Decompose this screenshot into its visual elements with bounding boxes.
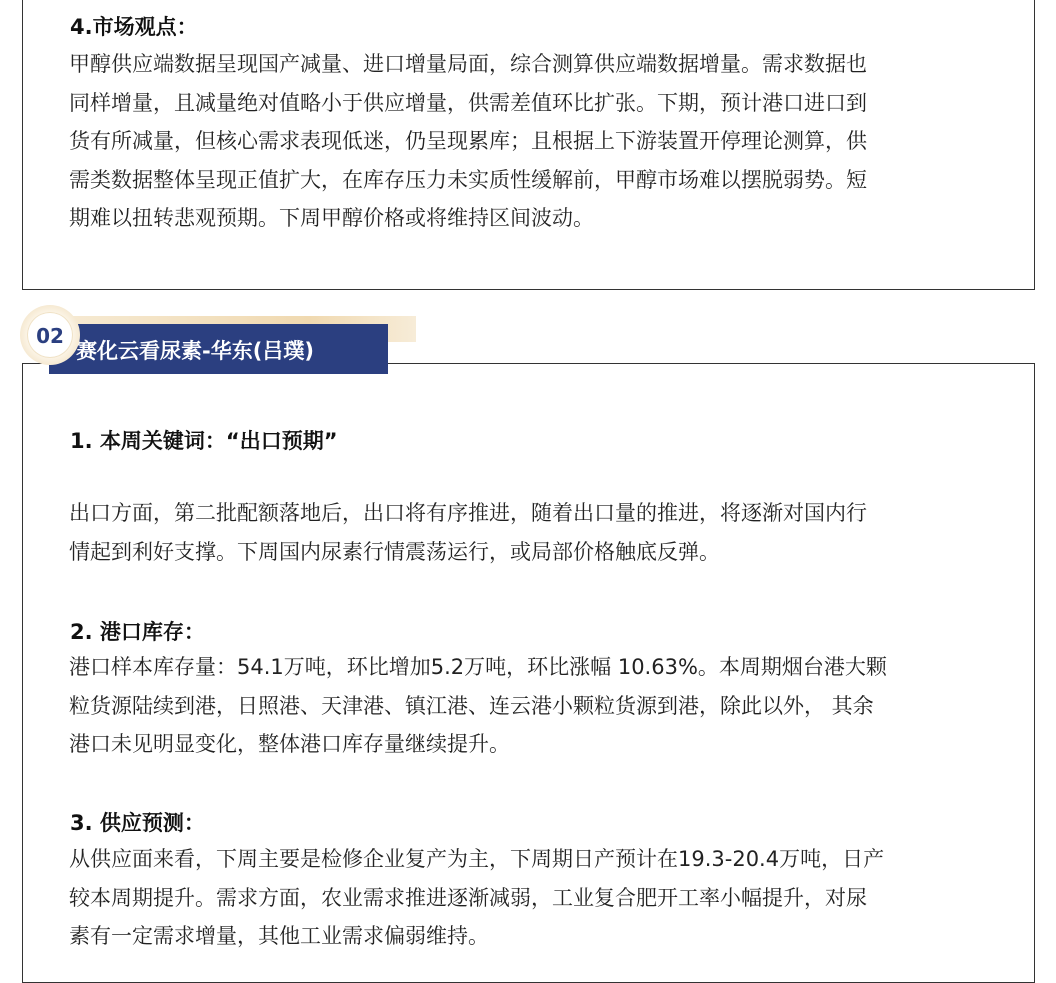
market-view-box [22, 0, 1035, 290]
paragraph-line: 粒货源陆续到港，日照港、天津港、镇江港、连云港小颗粒货源到港，除此以外， 其余 [69, 693, 874, 718]
keyword-heading: 1. 本周关键词：“出口预期” [70, 429, 338, 453]
section-title: 赛化云看尿素-华东(吕璞) [76, 339, 314, 363]
supply-forecast-paragraph [69, 840, 1019, 956]
section-number-badge [20, 305, 80, 365]
paragraph-line: 期难以扭转悲观预期。下周甲醇价格或将维持区间波动。 [69, 206, 594, 230]
badge-inner-circle [27, 312, 73, 358]
port-inventory-heading: 2. 港口库存： [70, 620, 205, 644]
paragraph-line: 同样增量，且减量绝对值略小于供应增量，供需差值环比扩张。下期，预计港口进口到 [69, 90, 867, 115]
paragraph-line: 港口未见明显变化，整体港口库存量继续提升。 [69, 732, 510, 756]
supply-forecast-heading: 3. 供应预测： [70, 811, 205, 835]
port-inventory-paragraph [69, 648, 1019, 764]
paragraph-line: 甲醇供应端数据呈现国产减量、进口增量局面，综合测算供应端数据增量。需求数据也 [69, 52, 867, 76]
paragraph-line: 素有一定需求增量，其他工业需求偏弱维持。 [69, 924, 489, 948]
urea-section-box [22, 363, 1035, 983]
paragraph-line: 出口方面，第二批配额落地后，出口将有序推进，随着出口量的推进，将逐渐对国内行 [69, 501, 867, 525]
paragraph-line: 需类数据整体呈现正值扩大，在库存压力未实质性缓解前，甲醇市场难以摆脱弱势。短 [69, 167, 867, 192]
paragraph-line: 情起到利好支撑。下周国内尿素行情震荡运行，或局部价格触底反弹。 [69, 539, 720, 564]
paragraph-line: 港口样本库存量：54.1万吨，环比增加5.2万吨，环比涨幅 10.63%。本周期烟台港大颗 [69, 655, 887, 679]
market-view-paragraph [69, 45, 1019, 238]
section-number: 02 [36, 324, 64, 348]
paragraph-line: 从供应面来看，下周主要是检修企业复产为主，下周期日产预计在19.3-20.4万吨，日产 [69, 847, 885, 871]
section-header [20, 305, 400, 377]
paragraph-line: 货有所减量，但核心需求表现低迷，仍呈现累库；且根据上下游装置开停理论测算，供 [69, 129, 867, 153]
paragraph-line: 较本周期提升。需求方面，农业需求推进逐渐减弱，工业复合肥开工率小幅提升，对尿 [69, 885, 867, 910]
market-view-heading: 4.市场观点： [70, 15, 198, 39]
keyword-paragraph [69, 494, 1019, 571]
